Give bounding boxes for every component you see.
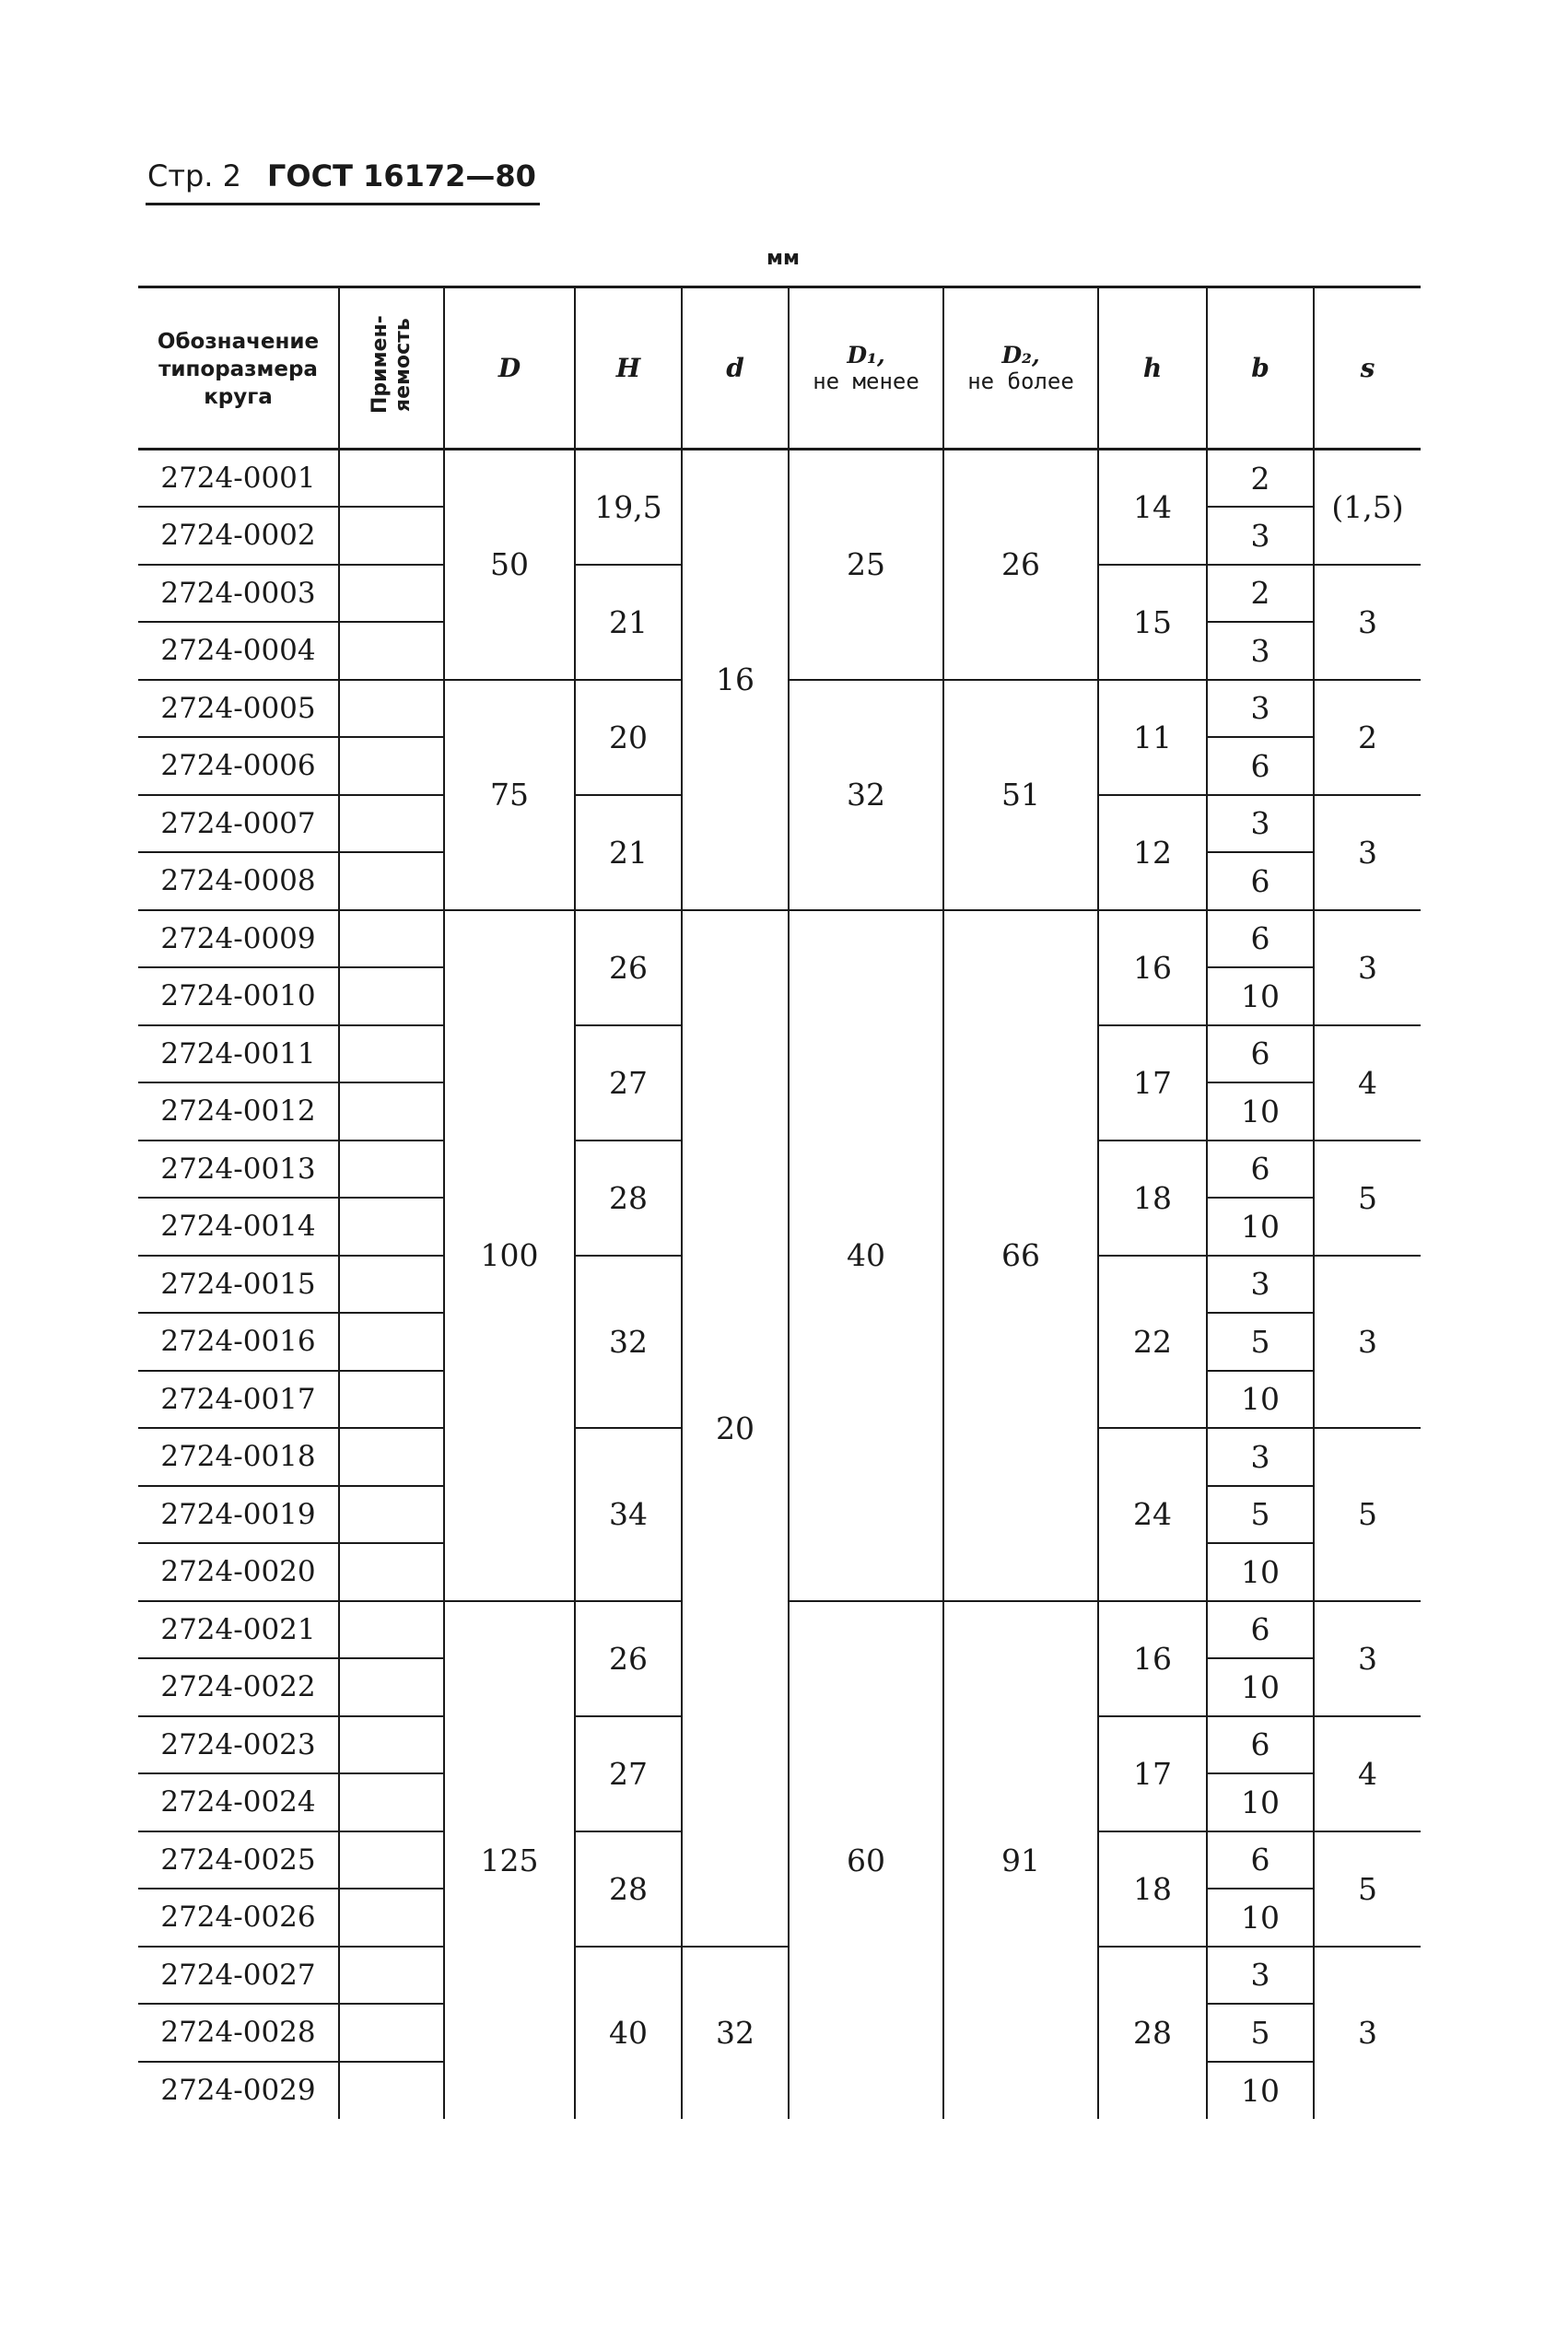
col-header-designation: Обозначение типоразмера круга bbox=[138, 287, 339, 450]
s-cell: 5 bbox=[1314, 1831, 1421, 1947]
d2-max-cell: 26 bbox=[943, 450, 1098, 680]
b-cell: 10 bbox=[1207, 1773, 1314, 1831]
h-cell: 24 bbox=[1098, 1428, 1207, 1601]
designation-cell: 2724-0026 bbox=[138, 1889, 339, 1947]
height-cell: 21 bbox=[575, 795, 682, 910]
height-cell: 32 bbox=[575, 1256, 682, 1429]
applicability-cell bbox=[339, 1889, 444, 1947]
applicability-cell bbox=[339, 852, 444, 910]
col-header-b: b bbox=[1207, 287, 1314, 450]
height-cell: 28 bbox=[575, 1831, 682, 1947]
d1-min-cell: 32 bbox=[789, 680, 943, 910]
col-header-applicability: Применяемость bbox=[339, 287, 444, 450]
designation-cell: 2724-0011 bbox=[138, 1025, 339, 1083]
h-cell: 12 bbox=[1098, 795, 1207, 910]
applicability-cell bbox=[339, 1141, 444, 1199]
s-cell: 5 bbox=[1314, 1428, 1421, 1601]
s-cell: 3 bbox=[1314, 1601, 1421, 1716]
d-outer-diameter-cell: 50 bbox=[444, 450, 575, 680]
applicability-cell bbox=[339, 1716, 444, 1774]
b-cell: 6 bbox=[1207, 1025, 1314, 1083]
applicability-cell bbox=[339, 1371, 444, 1429]
b-cell: 10 bbox=[1207, 2062, 1314, 2120]
col-header-H: H bbox=[575, 287, 682, 450]
height-cell: 19,5 bbox=[575, 450, 682, 565]
applicability-cell bbox=[339, 450, 444, 508]
b-cell: 3 bbox=[1207, 680, 1314, 738]
applicability-cell bbox=[339, 1543, 444, 1601]
h-cell: 18 bbox=[1098, 1141, 1207, 1256]
applicability-cell bbox=[339, 795, 444, 853]
b-cell: 6 bbox=[1207, 1601, 1314, 1659]
applicability-cell bbox=[339, 1658, 444, 1716]
applicability-cell bbox=[339, 1428, 444, 1486]
applicability-cell bbox=[339, 967, 444, 1025]
b-cell: 3 bbox=[1207, 795, 1314, 853]
page-number: Стр. 2 bbox=[147, 158, 241, 193]
table-container bbox=[138, 286, 1421, 2119]
h-cell: 16 bbox=[1098, 1601, 1207, 1716]
col-header-D: D bbox=[444, 287, 575, 450]
s-cell: 4 bbox=[1314, 1716, 1421, 1831]
b-cell: 6 bbox=[1207, 852, 1314, 910]
b-cell: 10 bbox=[1207, 1543, 1314, 1601]
table-body bbox=[138, 450, 1421, 2120]
h-cell: 18 bbox=[1098, 1831, 1207, 1947]
designation-cell: 2724-0013 bbox=[138, 1141, 339, 1199]
designation-cell: 2724-0001 bbox=[160, 462, 316, 495]
standard-number: ГОСТ 16172—80 bbox=[267, 158, 536, 193]
applicability-cell bbox=[339, 1198, 444, 1256]
d1-min-cell: 40 bbox=[789, 910, 943, 1601]
designation-cell: 2724-0015 bbox=[138, 1256, 339, 1314]
d-outer-diameter-cell: 75 bbox=[444, 680, 575, 910]
designation-cell: 2724-0023 bbox=[138, 1716, 339, 1774]
h-cell: 16 bbox=[1098, 910, 1207, 1025]
applicability-cell bbox=[339, 2062, 444, 2120]
applicability-cell bbox=[339, 1313, 444, 1371]
height-cell: 26 bbox=[575, 910, 682, 1025]
designation-cell: 2724-0012 bbox=[138, 1082, 339, 1141]
b-cell: 5 bbox=[1207, 2004, 1314, 2062]
d-outer-diameter-cell: 100 bbox=[444, 910, 575, 1601]
s-cell: 3 bbox=[1314, 1256, 1421, 1429]
page-header bbox=[147, 158, 536, 193]
applicability-cell bbox=[339, 1601, 444, 1659]
header-row bbox=[138, 287, 1421, 450]
height-cell: 40 bbox=[575, 1947, 682, 2120]
applicability-cell bbox=[339, 507, 444, 565]
designation-cell: 2724-0006 bbox=[138, 737, 339, 795]
designation-cell: 2724-0024 bbox=[138, 1773, 339, 1831]
height-cell: 20 bbox=[575, 680, 682, 795]
designation-cell: 2724-0004 bbox=[138, 622, 339, 680]
b-cell: 3 bbox=[1207, 507, 1314, 565]
designation-cell: 2724-0017 bbox=[138, 1371, 339, 1429]
bore-diameter-cell: 20 bbox=[682, 910, 789, 1947]
table-row bbox=[138, 1947, 1421, 2005]
applicability-cell bbox=[339, 622, 444, 680]
s-cell: (1,5) bbox=[1314, 450, 1421, 565]
designation-cell: 2724-0028 bbox=[138, 2004, 339, 2062]
applicability-cell bbox=[339, 910, 444, 968]
designation-cell: 2724-0018 bbox=[138, 1428, 339, 1486]
h-cell: 17 bbox=[1098, 1716, 1207, 1831]
h-cell: 28 bbox=[1098, 1947, 1207, 2120]
designation-cell: 2724-0010 bbox=[138, 967, 339, 1025]
b-cell: 6 bbox=[1207, 1141, 1314, 1199]
col-header-h: h bbox=[1098, 287, 1207, 450]
height-cell: 21 bbox=[575, 565, 682, 680]
d1-min-cell: 60 bbox=[789, 1601, 943, 2120]
b-cell: 3 bbox=[1207, 1947, 1314, 2005]
designation-cell: 2724-0003 bbox=[138, 565, 339, 623]
applicability-cell bbox=[339, 680, 444, 738]
h-cell: 22 bbox=[1098, 1256, 1207, 1429]
applicability-cell bbox=[339, 1486, 444, 1544]
designation-cell: 2724-0022 bbox=[138, 1658, 339, 1716]
col-header-d: d bbox=[682, 287, 789, 450]
designation-cell: 2724-0007 bbox=[138, 795, 339, 853]
designation-cell: 2724-0009 bbox=[138, 910, 339, 968]
h-cell: 15 bbox=[1098, 565, 1207, 680]
col-header-s: s bbox=[1314, 287, 1421, 450]
b-cell: 10 bbox=[1207, 1198, 1314, 1256]
designation-cell: 2724-0016 bbox=[138, 1313, 339, 1371]
b-cell: 6 bbox=[1207, 737, 1314, 795]
specification-table bbox=[138, 286, 1421, 2119]
designation-cell: 2724-0027 bbox=[138, 1947, 339, 2005]
bore-diameter-cell: 16 bbox=[682, 450, 789, 910]
applicability-cell bbox=[339, 1025, 444, 1083]
s-cell: 5 bbox=[1314, 1141, 1421, 1256]
b-cell: 5 bbox=[1207, 1313, 1314, 1371]
height-cell: 27 bbox=[575, 1716, 682, 1831]
d2-max-cell: 51 bbox=[943, 680, 1098, 910]
applicability-cell bbox=[339, 1947, 444, 2005]
b-cell: 3 bbox=[1207, 1428, 1314, 1486]
designation-cell: 2724-0014 bbox=[138, 1198, 339, 1256]
designation-cell: 2724-0020 bbox=[138, 1543, 339, 1601]
s-cell: 2 bbox=[1314, 680, 1421, 795]
b-cell: 10 bbox=[1207, 1658, 1314, 1716]
s-cell: 3 bbox=[1314, 795, 1421, 910]
b-cell: 3 bbox=[1207, 622, 1314, 680]
table-row bbox=[138, 910, 1421, 968]
d1-min-cell: 25 bbox=[789, 450, 943, 680]
applicability-cell bbox=[339, 737, 444, 795]
designation-cell: 2724-0029 bbox=[138, 2062, 339, 2120]
header-rule bbox=[146, 203, 540, 205]
s-cell: 3 bbox=[1314, 910, 1421, 1025]
col-header-D2: D₂, не более bbox=[943, 287, 1098, 450]
b-cell: 6 bbox=[1207, 910, 1314, 968]
bore-diameter-cell: 32 bbox=[682, 1947, 789, 2120]
height-cell: 27 bbox=[575, 1025, 682, 1141]
applicability-cell bbox=[339, 1831, 444, 1889]
designation-cell: 2724-0005 bbox=[138, 680, 339, 738]
s-cell: 3 bbox=[1314, 1947, 1421, 2120]
b-cell: 6 bbox=[1207, 1831, 1314, 1889]
applicability-cell bbox=[339, 1256, 444, 1314]
s-cell: 3 bbox=[1314, 565, 1421, 680]
applicability-cell bbox=[339, 2004, 444, 2062]
b-cell: 2 bbox=[1207, 450, 1314, 508]
b-cell: 5 bbox=[1207, 1486, 1314, 1544]
units-label: мм bbox=[766, 247, 800, 270]
b-cell: 2 bbox=[1207, 565, 1314, 623]
designation-cell: 2724-0021 bbox=[138, 1601, 339, 1659]
height-cell: 28 bbox=[575, 1141, 682, 1256]
d-outer-diameter-cell: 125 bbox=[444, 1601, 575, 2120]
d2-max-cell: 91 bbox=[943, 1601, 1098, 2120]
table-row bbox=[138, 450, 1421, 508]
b-cell: 10 bbox=[1207, 1082, 1314, 1141]
col-header-D1: D₁, не менее bbox=[789, 287, 943, 450]
b-cell: 3 bbox=[1207, 1256, 1314, 1314]
applicability-cell bbox=[339, 1082, 444, 1141]
s-cell: 4 bbox=[1314, 1025, 1421, 1141]
height-cell: 34 bbox=[575, 1428, 682, 1601]
designation-cell: 2724-0025 bbox=[138, 1831, 339, 1889]
designation-cell: 2724-0002 bbox=[138, 507, 339, 565]
h-cell: 14 bbox=[1098, 450, 1207, 565]
b-cell: 6 bbox=[1207, 1716, 1314, 1774]
applicability-cell bbox=[339, 565, 444, 623]
h-cell: 11 bbox=[1098, 680, 1207, 795]
h-cell: 17 bbox=[1098, 1025, 1207, 1141]
d2-max-cell: 66 bbox=[943, 910, 1098, 1601]
b-cell: 10 bbox=[1207, 967, 1314, 1025]
height-cell: 26 bbox=[575, 1601, 682, 1716]
b-cell: 10 bbox=[1207, 1371, 1314, 1429]
b-cell: 10 bbox=[1207, 1889, 1314, 1947]
designation-cell: 2724-0019 bbox=[138, 1486, 339, 1544]
applicability-cell bbox=[339, 1773, 444, 1831]
designation-cell: 2724-0008 bbox=[138, 852, 339, 910]
